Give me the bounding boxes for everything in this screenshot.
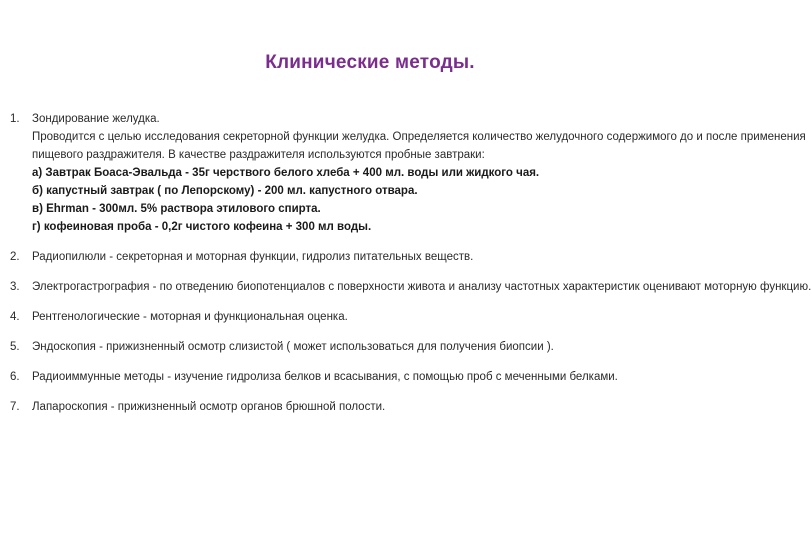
item-text: Рентгенологические - моторная и функциональная оценка. xyxy=(32,311,348,323)
list-item-2 xyxy=(10,248,710,266)
list-item-5 xyxy=(10,338,710,356)
list-item-7 xyxy=(10,398,710,416)
list-item-3 xyxy=(10,278,811,296)
breakfast-option-b: б) капустный завтрак ( по Лепорскому) - 200 мл. капустного отвара. xyxy=(32,185,418,197)
slide-title: Клинические методы. xyxy=(265,52,475,73)
breakfast-option-c: в) Ehrman - 300мл. 5% раствора этилового спирта. xyxy=(32,203,321,215)
item-number: 5. xyxy=(10,341,20,353)
item-heading: Зондирование желудка. xyxy=(32,113,160,125)
list-item-4 xyxy=(10,308,710,326)
list-item-6 xyxy=(10,368,710,386)
item-number: 7. xyxy=(10,401,20,413)
item-number: 1. xyxy=(10,113,20,125)
item-text: Радиопилюли - секреторная и моторная функции, гидролиз питательных веществ. xyxy=(32,251,474,263)
item-number: 4. xyxy=(10,311,20,323)
breakfast-option-a: а) Завтрак Боаса-Эвальда - 35г черствого белого хлеба + 400 мл. воды или жидкого чая. xyxy=(32,167,540,179)
item-text-line: Проводится с целью исследования секреторной функции желудка. Определяется количество желудочного содержимого до и после применения xyxy=(32,131,806,143)
item-text: Радиоиммунные методы - изучение гидролиза белков и всасывания, с помощью проб с меченными белками. xyxy=(32,371,618,383)
item-body xyxy=(32,110,806,236)
item-text-line: пищевого раздражителя. В качестве раздражителя используются пробные завтраки: xyxy=(32,149,485,161)
item-number: 2. xyxy=(10,251,20,263)
breakfast-option-d: г) кофеиновая проба - 0,2г чистого кофеина + 300 мл воды. xyxy=(32,221,372,233)
item-text: Лапароскопия - прижизненный осмотр органов брюшной полости. xyxy=(32,401,386,413)
item-number: 6. xyxy=(10,371,20,383)
item-number: 3. xyxy=(10,281,20,293)
item-text: Электрогастрография - по отведению биопотенциалов с поверхности живота и анализу частотных характеристик оценивают моторную функцию. xyxy=(32,281,811,293)
methods-list xyxy=(10,110,811,416)
item-text: Эндоскопия - прижизненный осмотр слизистой ( может использоваться для получения биопсии ). xyxy=(32,341,554,353)
list-item-1 xyxy=(10,110,806,236)
